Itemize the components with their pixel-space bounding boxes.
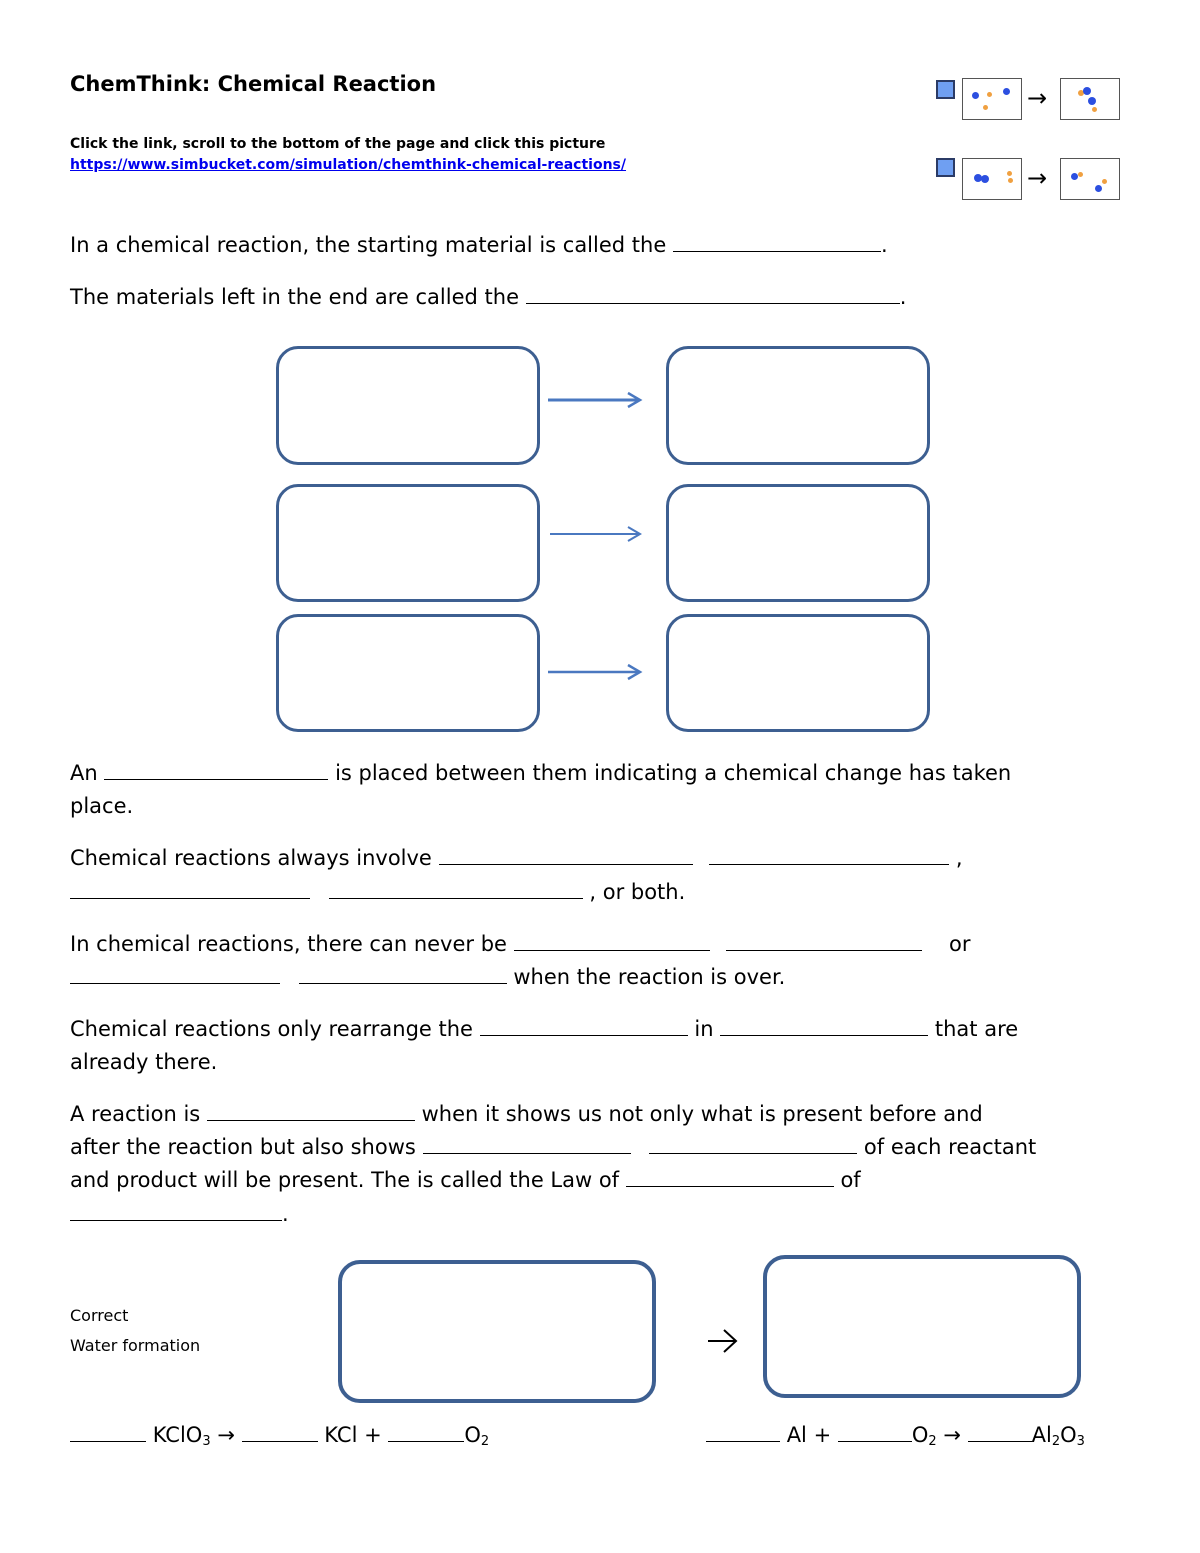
atom-dot [1078, 172, 1083, 177]
thumb-products-2[interactable] [1060, 158, 1120, 200]
thumb-arrow-1: → [1027, 84, 1048, 112]
question-text: of each reactant [863, 1135, 1037, 1159]
question-rearrange-cont: already there. [70, 1050, 218, 1074]
atom-dot [1007, 171, 1012, 176]
water-label-correct: Correct [70, 1306, 129, 1325]
answer-blank[interactable] [726, 928, 922, 951]
answer-blank[interactable] [299, 961, 507, 984]
question-text: Chemical reactions only rearrange the [70, 1017, 473, 1041]
instruction-text: Click the link, scroll to the bottom of the page and click this picture [70, 136, 606, 152]
answer-blank[interactable] [329, 876, 583, 899]
question-text: is placed between them indicating a chemical change has taken [335, 761, 1012, 785]
water-arrow-icon [706, 1327, 740, 1355]
thumb-reactants-2[interactable] [962, 158, 1022, 200]
question-balanced-4 [70, 1198, 289, 1231]
thumb-arrow-2: → [1027, 164, 1048, 192]
question-text: or [949, 932, 971, 956]
page-title: ChemThink: Chemical Reaction [70, 72, 437, 96]
question-text: In a chemical reaction, the starting material is called the [70, 233, 667, 257]
question-reactants [70, 229, 888, 262]
answer-blank[interactable] [439, 842, 693, 865]
water-label-formation: Water formation [70, 1336, 201, 1355]
formula-al2o3: Al [1031, 1423, 1052, 1447]
atom-dot [1095, 185, 1102, 192]
water-reactant-box[interactable] [338, 1260, 656, 1403]
atom-dot [1102, 179, 1107, 184]
coefficient-blank[interactable] [968, 1419, 1032, 1442]
atom-dot [983, 105, 988, 110]
equation-al2o3 [706, 1419, 1085, 1458]
atom-dot [1071, 173, 1078, 180]
answer-blank[interactable] [649, 1131, 857, 1154]
coefficient-blank[interactable] [706, 1419, 780, 1442]
question-text: The materials left in the end are called the [70, 285, 519, 309]
question-rearrange [70, 1013, 1018, 1046]
answer-blank[interactable] [514, 928, 710, 951]
answer-blank[interactable] [423, 1131, 631, 1154]
product-box-3[interactable] [666, 614, 930, 732]
question-products [70, 281, 906, 314]
formula-al: Al + [786, 1423, 832, 1447]
atom-dot [972, 92, 979, 99]
answer-blank[interactable] [709, 842, 949, 865]
answer-blank[interactable] [70, 1198, 282, 1221]
atom-dot [1088, 97, 1096, 105]
reactant-box-1[interactable] [276, 346, 540, 465]
yield-arrow: → [943, 1423, 961, 1447]
reaction-arrows [540, 380, 666, 690]
comma: , [955, 846, 963, 870]
answer-blank[interactable] [720, 1013, 928, 1036]
subscript: 3 [1076, 1434, 1085, 1449]
question-text: In chemical reactions, there can never be [70, 932, 507, 956]
question-text: in [694, 1017, 714, 1041]
formula-al2o3: O [1060, 1423, 1077, 1447]
period: . [899, 285, 907, 309]
atom-dot [1003, 88, 1010, 95]
question-balanced-3 [70, 1164, 861, 1197]
answer-blank[interactable] [70, 876, 310, 899]
period: . [282, 1202, 289, 1226]
answer-blank[interactable] [480, 1013, 688, 1036]
question-text: after the reaction but also shows [70, 1135, 416, 1159]
coefficient-blank[interactable] [242, 1419, 318, 1442]
simulation-link[interactable]: https://www.simbucket.com/simulation/chemthink-chemical-reactions/ [70, 157, 627, 173]
subscript: 2 [928, 1434, 937, 1449]
question-text: when the reaction is over. [513, 965, 786, 989]
reaction-arrow-3 [548, 665, 640, 679]
answer-blank[interactable] [207, 1098, 415, 1121]
formula-o2: O [464, 1423, 481, 1447]
checkbox-square-1[interactable] [936, 80, 955, 99]
question-text: of [840, 1168, 861, 1192]
thumb-reactants-1[interactable] [962, 78, 1022, 120]
answer-blank[interactable] [626, 1164, 834, 1187]
water-product-box[interactable] [763, 1255, 1081, 1398]
atom-dot [1092, 107, 1097, 112]
atom-dot [981, 175, 989, 183]
product-box-2[interactable] [666, 484, 930, 602]
subscript: 2 [1051, 1434, 1061, 1449]
subscript: 2 [480, 1434, 490, 1449]
reactant-box-3[interactable] [276, 614, 540, 732]
answer-blank[interactable] [70, 961, 280, 984]
question-text: that are [934, 1017, 1019, 1041]
question-arrow [70, 757, 1011, 790]
coefficient-blank[interactable] [70, 1419, 146, 1442]
atom-dot [987, 92, 992, 97]
formula-kcl: KCl + [324, 1423, 382, 1447]
formula-o2: O [911, 1423, 929, 1447]
answer-blank[interactable] [104, 757, 328, 780]
coefficient-blank[interactable] [388, 1419, 464, 1442]
coefficient-blank[interactable] [838, 1419, 912, 1442]
question-involve [70, 842, 963, 875]
reactant-box-2[interactable] [276, 484, 540, 602]
question-never-cont [70, 961, 785, 994]
question-text: Chemical reactions always involve [70, 846, 432, 870]
reaction-arrow-1 [548, 393, 640, 407]
checkbox-square-2[interactable] [936, 158, 955, 177]
question-text: A reaction is [70, 1102, 201, 1126]
reaction-arrow-2 [550, 527, 640, 541]
question-text: An [70, 761, 98, 785]
atom-dot [1008, 178, 1013, 183]
question-balanced-1 [70, 1098, 983, 1131]
atom-dot [1083, 87, 1091, 95]
question-text: and product will be present. The is called the Law of [70, 1168, 620, 1192]
answer-blank[interactable] [526, 281, 900, 304]
answer-blank[interactable] [673, 229, 881, 252]
question-involve-cont [70, 876, 685, 909]
subscript: 3 [202, 1434, 211, 1449]
question-text: , or both. [589, 880, 686, 904]
equation-kclo3 [70, 1419, 489, 1458]
yield-arrow: → [217, 1423, 235, 1447]
formula-kclo3: KClO [152, 1423, 203, 1447]
product-box-1[interactable] [666, 346, 930, 465]
thumb-products-1[interactable] [1060, 78, 1120, 120]
question-never [70, 928, 971, 961]
question-balanced-2 [70, 1131, 1036, 1164]
period: . [880, 233, 888, 257]
question-text: when it shows us not only what is present before and [421, 1102, 983, 1126]
question-arrow-cont: place. [70, 794, 134, 818]
